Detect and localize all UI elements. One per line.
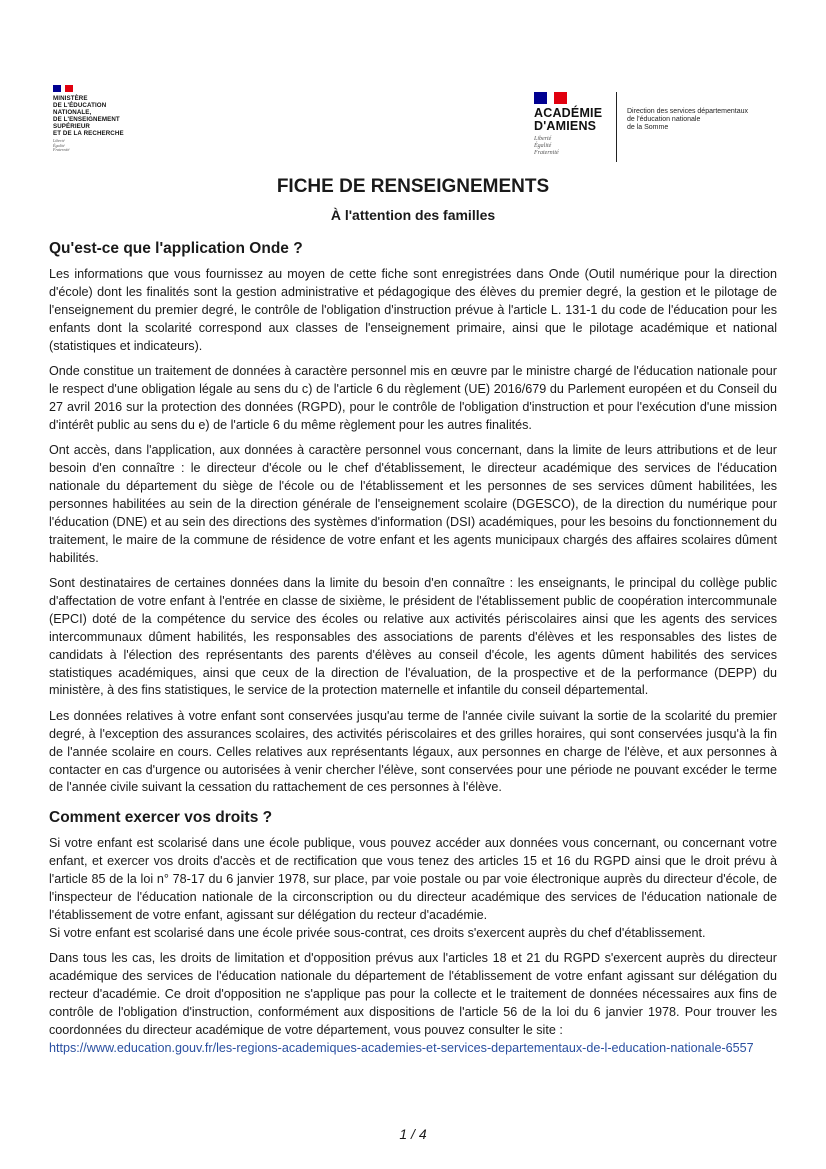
paragraph: Si votre enfant est scolarisé dans une école privée sous-contrat, ces droits s'exercent auprès du chef d'établissement. [49,925,706,940]
paragraph: Onde constitue un traitement de données à caractère personnel mis en œuvre par le ministre chargé de l'éducation nationale pour le respect d'une obligation légale au sens du c) de l'article 6 du règlement (UE) 2016/679 du Parlement européen et du Conseil du 27 avril 2016 sur la protection des données (RGPD), pour le contrôle de l'obligation d'instruction et pour l'exécution d'une mission d'intérêt public au sens du e) de l'article 6 du même règlement pour les autres finalités. [49,364,777,432]
ministry-logo [53,85,133,153]
link-paragraph [49,1040,777,1058]
document-subtitle: À l'attention des familles [330,207,496,223]
ministry-name: MINISTÈRE DE L'ÉDUCATION NATIONALE, DE L'ENSEIGNEMENT SUPÉRIEUR ET DE LA RECHERCHE [53,95,124,137]
section-heading: Qu'est-ce que l'application Onde ? [49,240,303,257]
page-indicator: 1 / 4 [399,1126,427,1142]
academy-logo [534,92,748,162]
paragraph: Les informations que vous fournissez au moyen de cette fiche sont enregistrées dans Onde (Outil numérique pour la direction d'école) dont les finalités sont la gestion administrative et pédagogique des élèves du premier degré, la gestion et le pilotage de l'enseignement du premier degré, le contrôle de l'obligation d'instruction prévue à l'article L. 131-1 du code de l'éducation pour les enfants dont la scolarité correspond aux classes de l'enseignement primaire, ainsi que le pilotage académique et national (statistiques et indicateurs). [49,267,777,353]
logo-divider [616,92,617,162]
french-flag-icon [534,92,567,104]
paragraph: Ont accès, dans l'application, aux données à caractère personnel vous concernant, dans la limite de leurs attributions et de leur besoin d'en connaître : le directeur d'école ou le chef d'établissement, le directeur académique des services de l'éducation nationale du département du siège de l'école ou de l'établissement et les personnes de ses services dûment habilitées, les personnes habilitées au sein de la direction générale de l'enseignement scolaire (DGESCO), de la direction du numérique pour l'éducation (DNE) et au sein des directions des systèmes d'information (DSI) académiques, pour les besoins du fonctionnement du traitement, le maire de la commune de résidence de votre enfant et les agents municipaux chargés des affaires scolaires dûment habilités. [49,443,777,565]
paragraph: Les données relatives à votre enfant sont conservées jusqu'au terme de l'année civile suivant la sortie de la scolarité du premier degré, à l'exception des assurances scolaires, des activités périscolaires et des grilles horaires, qui sont conservées jusqu'à la fin de l'année scolaire en cours. Celles relatives aux représentants légaux, aux personnes en charge de l'élève, et aux personnes à contacter en cas d'urgence ou autorisées à venir chercher l'élève, sont conservées pour une période ne pouvant excéder le terme de l'année civile suivant la cessation du rattachement de ces personnes à l'élève. [49,708,777,795]
paragraph: Si votre enfant est scolarisé dans une école publique, vous pouvez accéder aux données vous concernant, ou concernant votre enfant, et exercer vos droits d'accès et de rectification que vous tenez des articles 15 et 16 du RGPD ainsi que le droit prévu à l'article 85 de la loi n° 78-17 du 6 janvier 1978, sur place, par voie postale ou par voie électronique auprès du directeur d'école, de l'inspecteur de l'éducation nationale de la circonscription ou du directeur académique des services de l'éducation nationale de l'établissement de votre enfant, agissant sur délégation du recteur d'académie. [49,836,777,922]
paragraph: Sont destinataires de certaines données dans la limite du besoin d'en connaître : les enseignants, le principal du collège public d'affectation de votre enfant à l'entrée en classe de sixième, le président de l'établissement public de coopération intercommunale (EPCI) doté de la compétence du service des écoles ou relative aux activités périscolaires ainsi que les agents des services intercommunaux dûment habilités, les responsables des associations de parents d'élèves et les responsables des listes de candidats à l'élection des représentants des parents d'élèves au conseil d'école, les agents dûment habilités des services statistiques académiques, ainsi que ceux de la direction de l'évaluation, de la prospective et de la performance (DEPP) du ministère, à des fins statistiques, le service de la protection maternelle et infantile du conseil départemental. [49,576,777,698]
academy-block [534,92,616,162]
dsden-name: Direction des services départementaux de l'éducation nationale de la Somme [627,108,749,131]
paragraph: Dans tous les cas, les droits de limitation et d'opposition prévus aux l'articles 18 et 21 du RGPD s'exercent auprès du directeur académique des services de l'éducation nationale du département de l'établissement de votre enfant agissant sur délégation du recteur d'académie. Ce droit d'opposition ne s'applique pas pour la collecte et le traitement de données nécessaires aux fins de contrôle de l'obligation d'instruction, conformément aux dispositions de l'article 56 de la loi du 6 janvier 1978. Pour trouver les coordonnées du directeur académique de votre département, vous pouvez consulter le site : [49,951,777,1037]
document-body [49,240,777,1065]
academy-name: ACADÉMIE D'AMIENS [534,106,603,133]
education-gouv-link[interactable]: https://www.education.gouv.fr/les-regions-academiques-academies-et-services-departementaux-de-l-education-nationale-6557 [49,1040,754,1055]
french-flag-icon [53,85,73,92]
section-rights [49,809,777,1057]
section-onde [49,240,777,797]
republic-motto: Liberté Égalité Fraternité [53,138,70,152]
document-title: FICHE DE RENSEIGNEMENTS [276,176,550,197]
republic-motto: Liberté Égalité Fraternité [534,136,559,156]
section-heading: Comment exercer vos droits ? [49,809,273,827]
